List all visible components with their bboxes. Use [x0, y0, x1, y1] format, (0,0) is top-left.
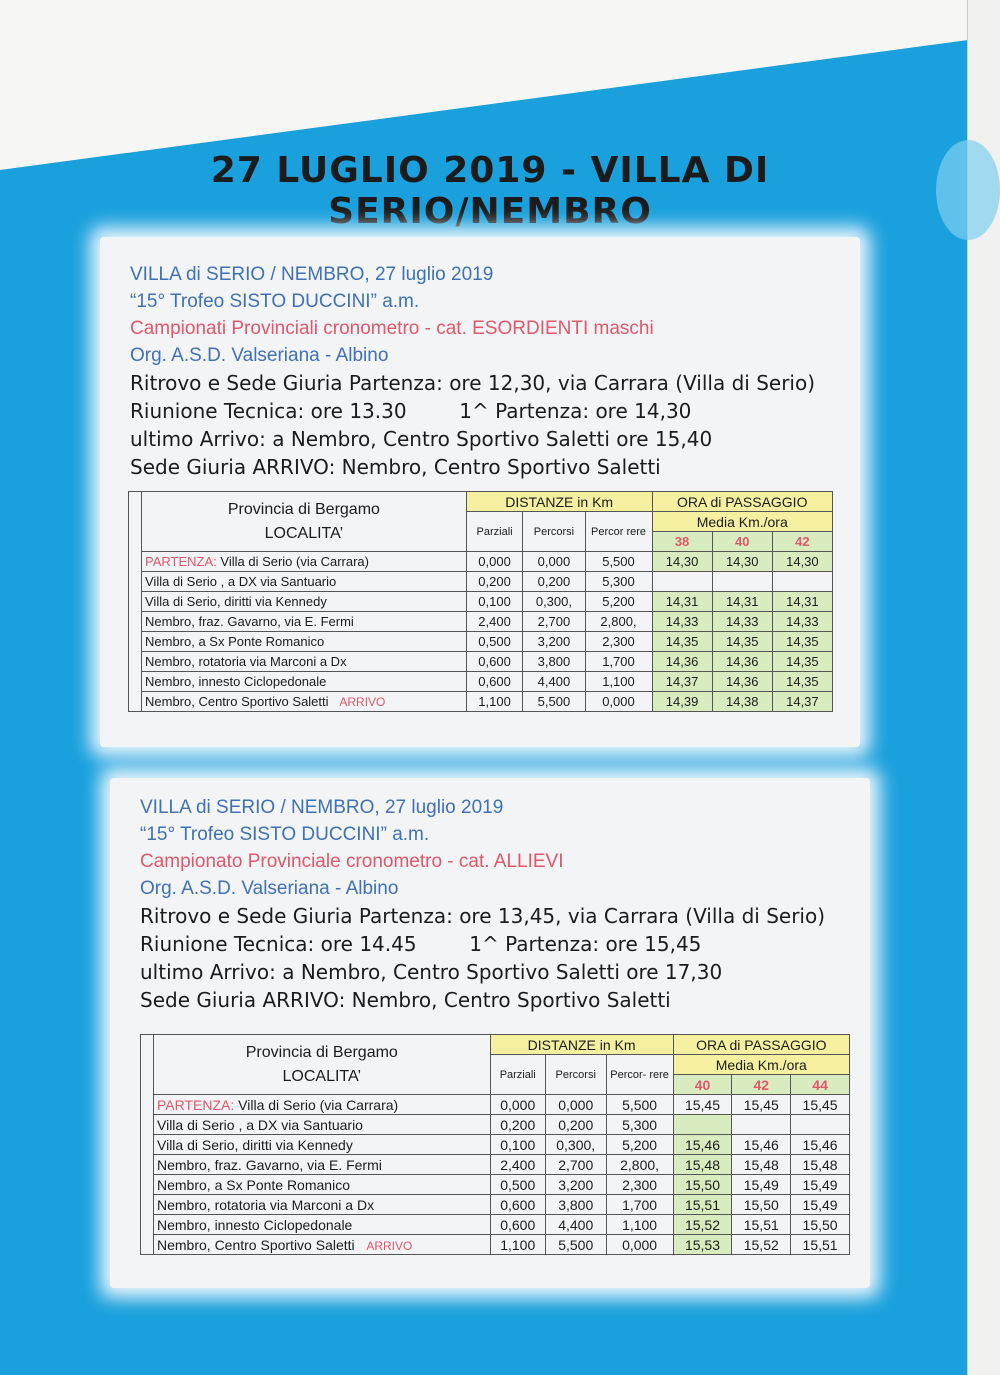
province-label: Provincia di Bergamo	[245, 1043, 398, 1061]
covered-cell: 3,200	[523, 632, 585, 652]
time-cell: 14,30	[772, 552, 832, 572]
remaining-cell: 5,300	[606, 1115, 673, 1135]
partial-cell: 0,000	[466, 552, 523, 572]
partial-cell: 0,200	[466, 572, 523, 592]
event-last-arrival: ultimo Arrivo: a Nembro, Centro Sportivo Saletti ore 15,40	[130, 427, 713, 451]
passage-time-header: ORA di PASSAGGIO	[673, 1035, 849, 1055]
partial-cell: 0,100	[466, 592, 523, 612]
table-row	[141, 1155, 850, 1175]
remaining-cell: 1,100	[585, 672, 652, 692]
decorative-circle	[936, 140, 1000, 240]
covered-cell: 0,300,	[523, 592, 585, 612]
time-cell: 14,36	[652, 652, 712, 672]
locality-cell: Villa di Serio , a DX via Santuario	[154, 1115, 491, 1135]
remaining-cell: 0,000	[606, 1235, 673, 1255]
time-cell: 14,33	[772, 612, 832, 632]
page-title: 27 LUGLIO 2019 - VILLA DI SERIO/NEMBRO	[210, 150, 770, 232]
time-cell: 15,46	[732, 1135, 791, 1155]
locality-cell: Villa di Serio , a DX via Santuario	[142, 572, 467, 592]
event-arrival-jury: Sede Giuria ARRIVO: Nembro, Centro Sportivo Saletti	[140, 988, 671, 1012]
table-row	[129, 672, 833, 692]
event-category: Campionato Provinciale cronometro - cat. ALLIEVI	[140, 851, 564, 872]
partial-header: Parziali	[466, 512, 523, 552]
table-row	[129, 612, 833, 632]
time-cell: 14,36	[712, 672, 772, 692]
event-organizer: Org. A.S.D. Valseriana - Albino	[140, 878, 399, 899]
covered-header: Percorsi	[545, 1055, 606, 1095]
covered-cell: 0,000	[545, 1095, 606, 1115]
table-row	[129, 592, 833, 612]
covered-cell: 0,000	[523, 552, 585, 572]
partial-cell: 0,500	[466, 632, 523, 652]
event-category: Campionati Provinciali cronometro - cat. ESORDIENTI maschi	[130, 318, 654, 339]
time-cell: 14,31	[712, 592, 772, 612]
remaining-header: Percor- rere	[606, 1055, 673, 1095]
time-cell: 14,33	[652, 612, 712, 632]
time-cell: 15,46	[673, 1135, 732, 1155]
event-last-arrival: ultimo Arrivo: a Nembro, Centro Sportivo Saletti ore 17,30	[140, 960, 723, 984]
partial-cell: 0,600	[490, 1195, 545, 1215]
remaining-header: Percor rere	[585, 512, 652, 552]
table-row	[129, 632, 833, 652]
time-cell: 15,52	[732, 1235, 791, 1255]
locality-cell: Nembro, rotatoria via Marconi a Dx	[142, 652, 467, 672]
timing-table	[128, 491, 833, 712]
event-location-date: VILLA di SERIO / NEMBRO, 27 luglio 2019	[140, 797, 504, 818]
table-row	[141, 1115, 850, 1135]
time-cell: 15,45	[791, 1095, 850, 1115]
time-cell: 14,31	[772, 592, 832, 612]
locality-cell: Nembro, fraz. Gavarno, via E. Fermi	[142, 612, 467, 632]
timing-table	[140, 1034, 850, 1255]
time-cell: 15,52	[673, 1215, 732, 1235]
partial-cell: 2,400	[490, 1155, 545, 1175]
speed-col-1: 38	[652, 532, 712, 552]
avg-speed-header: Media Km./ora	[673, 1055, 849, 1075]
distances-header: DISTANZE in Km	[490, 1035, 673, 1055]
table-margin-column	[129, 492, 142, 712]
covered-cell: 3,800	[545, 1195, 606, 1215]
event-location-date: VILLA di SERIO / NEMBRO, 27 luglio 2019	[130, 264, 494, 285]
event-header	[130, 261, 815, 481]
time-cell	[791, 1115, 850, 1135]
time-cell: 15,51	[732, 1215, 791, 1235]
locality-cell: Nembro, a Sx Ponte Romanico	[142, 632, 467, 652]
time-cell	[652, 572, 712, 592]
locality-cell: Villa di Serio, diritti via Kennedy	[154, 1135, 491, 1155]
time-cell: 15,48	[791, 1155, 850, 1175]
time-cell: 15,53	[673, 1235, 732, 1255]
event-arrival-jury: Sede Giuria ARRIVO: Nembro, Centro Sportivo Saletti	[130, 455, 661, 479]
partial-header: Parziali	[490, 1055, 545, 1095]
locality-cell: Nembro, Centro Sportivo Saletti ARRIVO	[142, 692, 467, 712]
time-cell: 14,36	[712, 652, 772, 672]
event-meeting-point: Ritrovo e Sede Giuria Partenza: ore 13,45, via Carrara (Villa di Serio)	[140, 904, 826, 928]
time-cell: 14,35	[652, 632, 712, 652]
covered-cell: 2,700	[523, 612, 585, 632]
province-label: Provincia di Bergamo	[227, 500, 380, 518]
event-trophy: “15° Trofeo SISTO DUCCINI” a.m.	[140, 824, 430, 845]
locality-cell: PARTENZA: Villa di Serio (via Carrara)	[142, 552, 467, 572]
time-cell: 15,51	[673, 1195, 732, 1215]
partial-cell: 0,100	[490, 1135, 545, 1155]
time-cell: 15,45	[673, 1095, 732, 1115]
locality-cell: Villa di Serio, diritti via Kennedy	[142, 592, 467, 612]
table-row	[141, 1195, 850, 1215]
event-first-start: 1^ Partenza: ore 14,30	[459, 399, 692, 423]
covered-cell: 3,200	[545, 1175, 606, 1195]
remaining-cell: 1,700	[585, 652, 652, 672]
table-row	[141, 1135, 850, 1155]
remaining-cell: 2,300	[606, 1175, 673, 1195]
locality-cell: Nembro, fraz. Gavarno, via E. Fermi	[154, 1155, 491, 1175]
remaining-cell: 1,100	[606, 1215, 673, 1235]
time-cell: 15,49	[791, 1175, 850, 1195]
covered-cell: 5,500	[545, 1235, 606, 1255]
locality-cell: PARTENZA: Villa di Serio (via Carrara)	[154, 1095, 491, 1115]
covered-cell: 4,400	[545, 1215, 606, 1235]
table-row	[129, 652, 833, 672]
time-cell	[712, 572, 772, 592]
time-cell: 14,30	[712, 552, 772, 572]
avg-speed-header: Media Km./ora	[652, 512, 833, 532]
time-cell: 14,39	[652, 692, 712, 712]
event-briefing: Riunione Tecnica: ore 13.30	[130, 399, 407, 423]
partial-cell: 0,500	[490, 1175, 545, 1195]
table-row	[129, 572, 833, 592]
table-row	[141, 1095, 850, 1115]
locality-cell: Nembro, innesto Ciclopedonale	[154, 1215, 491, 1235]
passage-time-header: ORA di PASSAGGIO	[652, 492, 833, 512]
event-meeting-point: Ritrovo e Sede Giuria Partenza: ore 12,30, via Carrara (Villa di Serio)	[130, 371, 816, 395]
table-row	[129, 552, 833, 572]
time-cell: 15,48	[673, 1155, 732, 1175]
table-row	[141, 1175, 850, 1195]
remaining-cell: 5,200	[606, 1135, 673, 1155]
time-cell	[732, 1115, 791, 1135]
partial-cell: 0,000	[490, 1095, 545, 1115]
time-cell: 14,37	[772, 692, 832, 712]
table-row	[141, 1215, 850, 1235]
locality-label: LOCALITA’	[264, 524, 344, 542]
covered-cell: 0,300,	[545, 1135, 606, 1155]
partial-cell: 0,600	[466, 652, 523, 672]
event-card-allievi	[110, 778, 870, 1288]
time-cell: 15,50	[732, 1195, 791, 1215]
partial-cell: 2,400	[466, 612, 523, 632]
time-cell	[772, 572, 832, 592]
partial-cell: 0,600	[490, 1215, 545, 1235]
locality-label: LOCALITA’	[282, 1067, 362, 1085]
speed-col-3: 44	[791, 1075, 850, 1095]
province-header	[154, 1035, 491, 1095]
table-margin-column	[141, 1035, 154, 1255]
remaining-cell: 1,700	[606, 1195, 673, 1215]
time-cell: 15,49	[791, 1195, 850, 1215]
remaining-cell: 2,800,	[606, 1155, 673, 1175]
covered-cell: 2,700	[545, 1155, 606, 1175]
locality-cell: Nembro, rotatoria via Marconi a Dx	[154, 1195, 491, 1215]
arrival-tag: ARRIVO	[366, 1238, 413, 1253]
time-cell: 14,35	[772, 632, 832, 652]
time-cell: 14,35	[772, 672, 832, 692]
speed-col-1: 40	[673, 1075, 732, 1095]
speed-col-2: 40	[712, 532, 772, 552]
remaining-cell: 5,500	[585, 552, 652, 572]
event-header	[140, 794, 825, 1014]
time-cell: 15,51	[791, 1235, 850, 1255]
event-briefing: Riunione Tecnica: ore 14.45	[140, 932, 417, 956]
time-cell: 15,50	[673, 1175, 732, 1195]
time-cell: 14,35	[772, 652, 832, 672]
remaining-cell: 5,200	[585, 592, 652, 612]
time-cell: 14,38	[712, 692, 772, 712]
time-cell: 15,49	[732, 1175, 791, 1195]
remaining-cell: 0,000	[585, 692, 652, 712]
time-cell: 14,37	[652, 672, 712, 692]
locality-cell: Nembro, a Sx Ponte Romanico	[154, 1175, 491, 1195]
event-briefing-row	[130, 397, 815, 425]
time-cell: 15,45	[732, 1095, 791, 1115]
start-tag: PARTENZA:	[157, 1096, 235, 1113]
time-cell: 14,33	[712, 612, 772, 632]
remaining-cell: 5,500	[606, 1095, 673, 1115]
time-cell: 15,46	[791, 1135, 850, 1155]
covered-cell: 5,500	[523, 692, 585, 712]
partial-cell: 0,600	[466, 672, 523, 692]
locality-cell: Nembro, innesto Ciclopedonale	[142, 672, 467, 692]
event-card-esordienti	[100, 237, 860, 747]
covered-cell: 0,200	[523, 572, 585, 592]
province-header	[142, 492, 467, 552]
partial-cell: 0,200	[490, 1115, 545, 1135]
speed-col-2: 42	[732, 1075, 791, 1095]
remaining-cell: 2,300	[585, 632, 652, 652]
start-tag: PARTENZA:	[145, 554, 217, 569]
time-cell: 15,48	[732, 1155, 791, 1175]
event-first-start: 1^ Partenza: ore 15,45	[469, 932, 702, 956]
time-cell: 14,31	[652, 592, 712, 612]
remaining-cell: 5,300	[585, 572, 652, 592]
time-cell: 14,30	[652, 552, 712, 572]
distances-header: DISTANZE in Km	[466, 492, 652, 512]
partial-cell: 1,100	[466, 692, 523, 712]
covered-header: Percorsi	[523, 512, 585, 552]
remaining-cell: 2,800,	[585, 612, 652, 632]
covered-cell: 4,400	[523, 672, 585, 692]
arrival-tag: ARRIVO	[339, 695, 386, 709]
speed-col-3: 42	[772, 532, 832, 552]
time-cell: 15,50	[791, 1215, 850, 1235]
partial-cell: 1,100	[490, 1235, 545, 1255]
time-cell: 14,35	[712, 632, 772, 652]
event-trophy: “15° Trofeo SISTO DUCCINI” a.m.	[130, 291, 420, 312]
table-row	[129, 692, 833, 712]
covered-cell: 0,200	[545, 1115, 606, 1135]
locality-cell: Nembro, Centro Sportivo Saletti ARRIVO	[154, 1235, 491, 1255]
table-row	[141, 1235, 850, 1255]
event-organizer: Org. A.S.D. Valseriana - Albino	[130, 345, 389, 366]
time-cell	[673, 1115, 732, 1135]
covered-cell: 3,800	[523, 652, 585, 672]
event-briefing-row	[140, 930, 825, 958]
